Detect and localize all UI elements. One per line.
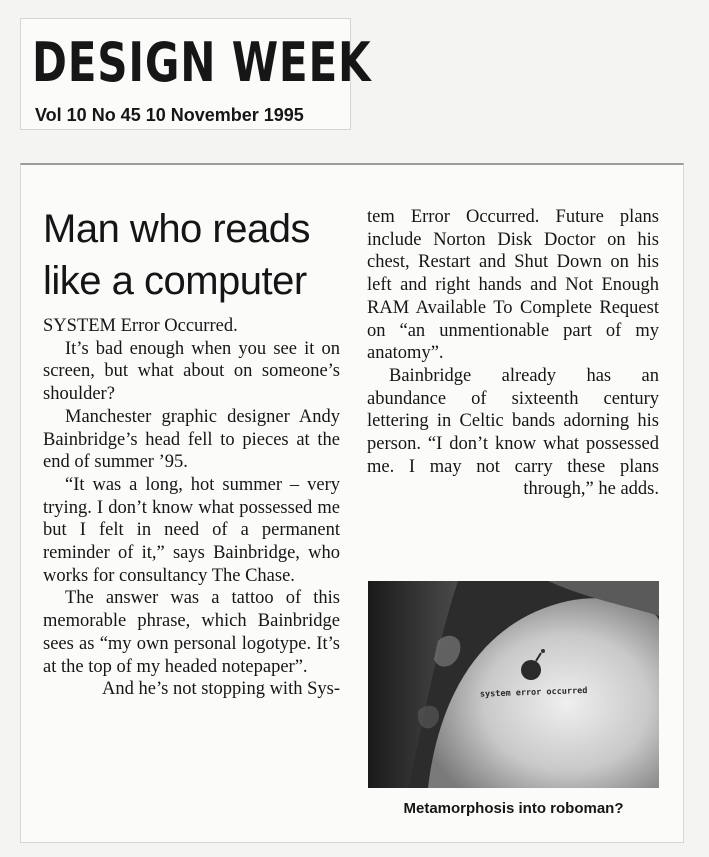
tattoo-photo	[368, 581, 659, 788]
headline: Man who reads like a computer	[43, 207, 310, 303]
article-column-2	[367, 206, 659, 501]
photo-caption: Metamorphosis into roboman?	[403, 800, 624, 817]
paragraph: It’s bad enough when you see it on screen, but what about on someone’s shoulder?	[43, 338, 340, 405]
publication-title: DESIGN WEEK	[32, 31, 372, 94]
paragraph: SYSTEM Error Occurred.	[43, 316, 238, 336]
paragraph: Bainbridge already has an abundance of sixteenth century lettering in Celtic bands adorning his person. “I don’t know what possessed me. I may not carry these plans through,” he adds.	[367, 365, 659, 500]
tattoo-text: system error occurred	[479, 685, 588, 700]
paragraph: And he’s not stopping with Sys-	[102, 679, 340, 700]
issue-info: Vol 10 No 45 10 November 1995	[35, 105, 304, 125]
paragraph: Manchester graphic designer Andy Bainbridge’s head fell to pieces at the end of summer ’95.	[43, 406, 340, 473]
paragraph: The answer was a tattoo of this memorable phrase, which Bainbridge sees as “my own personal logotype. It’s at the top of my headed notepaper”.	[43, 588, 340, 677]
paragraph: tem Error Occurred. Future plans include Norton Disk Doctor on his chest, Restart and Shut Down on his left and right hands and Not Enough RAM Available To Complete Request on “an unmentionable part of my anatomy”.	[367, 207, 659, 364]
paragraph: “It was a long, hot summer – very trying. I don’t know what possessed me but I felt in need of a permanent reminder of it,” says Bainbridge, who works for consultancy The Chase.	[43, 474, 340, 586]
masthead	[20, 18, 372, 130]
article-column-1	[43, 315, 340, 701]
